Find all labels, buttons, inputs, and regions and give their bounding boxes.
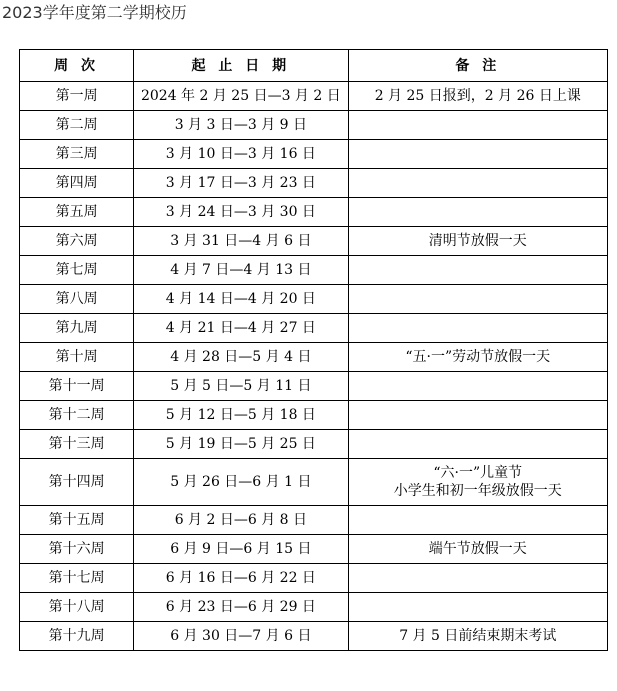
week-cell: 第九周: [20, 314, 134, 343]
table-row: [20, 593, 608, 622]
table-header-row: [20, 50, 608, 82]
dates-cell: 6 月 2 日—6 月 8 日: [134, 506, 348, 535]
table-row: [20, 140, 608, 169]
dates-cell: 5 月 19 日—5 月 25 日: [134, 430, 348, 459]
dates-cell: 4 月 14 日—4 月 20 日: [134, 285, 348, 314]
notes-cell: [348, 372, 607, 401]
week-cell: 第十八周: [20, 593, 134, 622]
dates-cell: 3 月 31 日—4 月 6 日: [134, 227, 348, 256]
notes-cell: [348, 459, 607, 506]
table-row: [20, 430, 608, 459]
week-cell: 第三周: [20, 140, 134, 169]
notes-cell: [348, 593, 607, 622]
notes-cell: [348, 506, 607, 535]
table-row: [20, 111, 608, 140]
notes-cell: [348, 140, 607, 169]
week-cell: 第八周: [20, 285, 134, 314]
notes-cell: [348, 82, 607, 111]
dates-cell: 4 月 21 日—4 月 27 日: [134, 314, 348, 343]
dates-cell: 5 月 5 日—5 月 11 日: [134, 372, 348, 401]
notes-cell: [348, 535, 607, 564]
dates-cell: 6 月 16 日—6 月 22 日: [134, 564, 348, 593]
dates-cell: 4 月 28 日—5 月 4 日: [134, 343, 348, 372]
dates-cell: 5 月 26 日—6 月 1 日: [134, 459, 348, 506]
table-row: [20, 372, 608, 401]
week-cell: 第十二周: [20, 401, 134, 430]
notes-cell: [348, 285, 607, 314]
note-text: 2 月 25 日报到，2 月 26 日上课: [374, 88, 581, 104]
header-week: 周 次: [20, 50, 134, 82]
week-cell: 第十周: [20, 343, 134, 372]
notes-cell: [348, 401, 607, 430]
table-row: [20, 169, 608, 198]
page-title: 2023学年度第二学期校历: [2, 3, 187, 22]
table-row: [20, 622, 608, 651]
dates-cell: 5 月 12 日—5 月 18 日: [134, 401, 348, 430]
week-cell: 第十九周: [20, 622, 134, 651]
week-cell: 第十四周: [20, 459, 134, 506]
dates-cell: 6 月 23 日—6 月 29 日: [134, 593, 348, 622]
notes-cell: [348, 227, 607, 256]
table-row: [20, 314, 608, 343]
week-cell: 第十六周: [20, 535, 134, 564]
week-cell: 第十五周: [20, 506, 134, 535]
note-text: 7 月 5 日前结束期末考试: [399, 628, 557, 644]
table-row: [20, 401, 608, 430]
note-text: “六·一”儿童节: [433, 465, 523, 481]
dates-cell: 3 月 24 日—3 月 30 日: [134, 198, 348, 227]
week-cell: 第七周: [20, 256, 134, 285]
notes-cell: [348, 343, 607, 372]
notes-cell: [348, 169, 607, 198]
table-row: [20, 227, 608, 256]
notes-cell: [348, 622, 607, 651]
table-row: [20, 256, 608, 285]
header-notes: 备 注: [348, 50, 607, 82]
notes-cell: [348, 198, 607, 227]
notes-cell: [348, 430, 607, 459]
week-cell: 第十一周: [20, 372, 134, 401]
notes-cell: [348, 111, 607, 140]
note-text: 端午节放假一天: [428, 541, 527, 557]
notes-cell: [348, 256, 607, 285]
note-text: 小学生和初一年级放假一天: [393, 483, 562, 499]
table-row: [20, 564, 608, 593]
week-cell: 第六周: [20, 227, 134, 256]
dates-cell: 3 月 17 日—3 月 23 日: [134, 169, 348, 198]
week-cell: 第十三周: [20, 430, 134, 459]
week-cell: 第五周: [20, 198, 134, 227]
dates-cell: 6 月 30 日—7 月 6 日: [134, 622, 348, 651]
dates-cell: 2024 年 2 月 25 日—3 月 2 日: [134, 82, 348, 111]
table-row: [20, 535, 608, 564]
dates-cell: 4 月 7 日—4 月 13 日: [134, 256, 348, 285]
table-row: [20, 343, 608, 372]
table-body: [20, 82, 608, 651]
dates-cell: 6 月 9 日—6 月 15 日: [134, 535, 348, 564]
table-row: [20, 506, 608, 535]
header-dates: 起 止 日 期: [134, 50, 348, 82]
notes-cell: [348, 314, 607, 343]
week-cell: 第十七周: [20, 564, 134, 593]
week-cell: 第二周: [20, 111, 134, 140]
note-text: 清明节放假一天: [428, 233, 527, 249]
table-row: [20, 82, 608, 111]
week-cell: 第一周: [20, 82, 134, 111]
dates-cell: 3 月 10 日—3 月 16 日: [134, 140, 348, 169]
table-row: [20, 459, 608, 506]
school-calendar-table: [19, 49, 608, 651]
table-row: [20, 285, 608, 314]
note-text: “五·一”劳动节放假一天: [405, 349, 551, 365]
table-row: [20, 198, 608, 227]
week-cell: 第四周: [20, 169, 134, 198]
dates-cell: 3 月 3 日—3 月 9 日: [134, 111, 348, 140]
notes-cell: [348, 564, 607, 593]
